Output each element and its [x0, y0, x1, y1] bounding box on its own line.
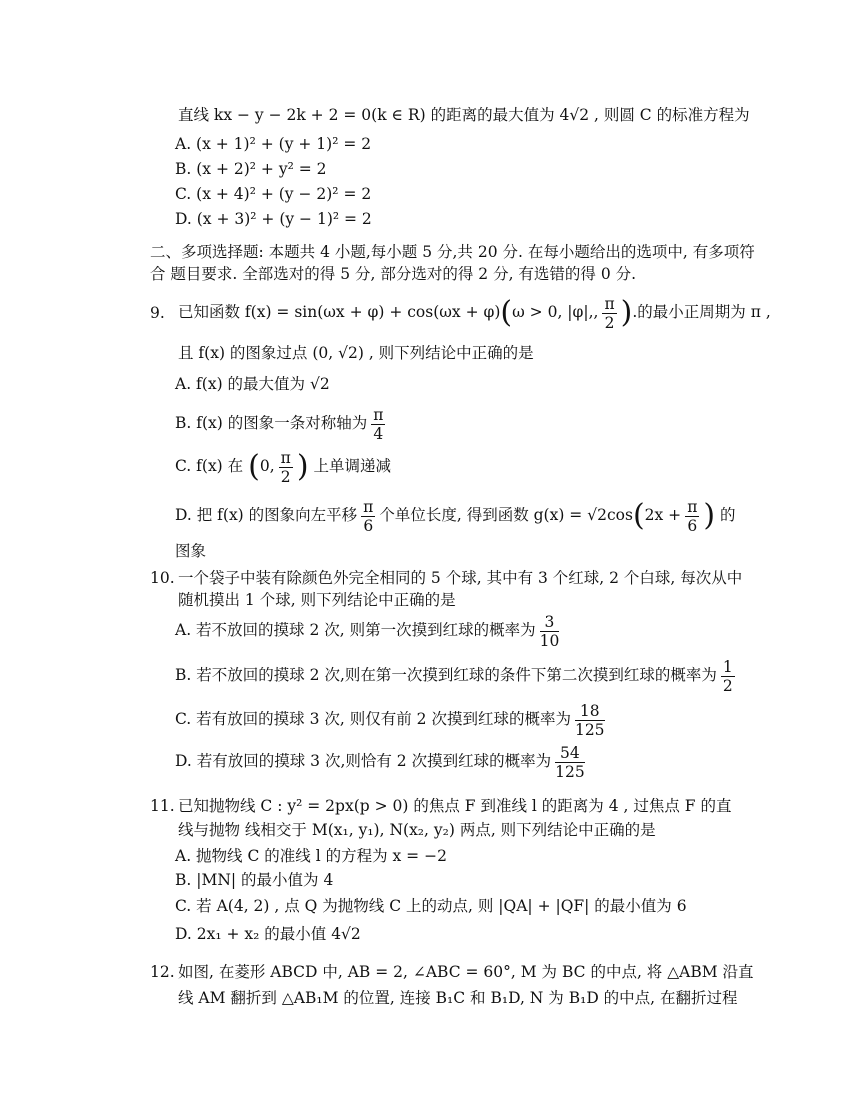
q10-c-fraction: $\frac{18}{125}$ [574, 701, 605, 739]
q9-stem-line1: 已知函数 f(x) = sin(ωx + φ) + cos(ωx + φ)(ω > 0, |φ|,, $\frac{\pi}{2}$ ).的最小正周期为 π , [178, 294, 771, 332]
q8-option-c: C. (x + 4)² + (y − 2)² = 2 [175, 185, 372, 203]
q9-function-def: 已知函数 f(x) = sin(ωx + φ) + cos(ωx + φ) [178, 303, 501, 321]
q11-option-a: A. 抛物线 C 的准线 l 的方程为 x = −2 [175, 847, 447, 865]
q10-option-d: D. 若有放回的摸球 3 次,则恰有 2 次摸到红球的概率为 $\frac{54}{125}$ [175, 743, 585, 781]
q11-option-d: D. 2x₁ + x₂ 的最小值 4√2 [175, 925, 361, 943]
q12-stem-line1: 如图, 在菱形 ABCD 中, AB = 2, ∠ABC = 60°, M 为 BC 的中点, 将 △ABM 沿直 [178, 963, 754, 981]
q11-stem-line2: 线与抛物 线相交于 M(x₁, y₁), N(x₂, y₂) 两点, 则下列结论中正确的是 [178, 821, 656, 839]
q9-option-d-line2: 图象 [175, 542, 207, 560]
q11-option-b: B. |MN| 的最小值为 4 [175, 871, 334, 889]
q10-d-fraction: $\frac{54}{125}$ [555, 743, 585, 781]
q9-stem-line2: 且 f(x) 的图象过点 (0, √2) , 则下列结论中正确的是 [178, 344, 534, 362]
section-2-heading-line2: 合 题目要求. 全部选对的得 5 分, 部分选对的得 2 分, 有选错的得 0 分. [150, 265, 637, 283]
q9-leq-symbol: ,, [588, 303, 599, 321]
q9-period-text: .的最小正周期为 π , [632, 303, 771, 321]
q9-c-pi-over-2-fraction: $\frac{\pi}{2}$ [280, 448, 291, 486]
q8-stem-continuation: 直线 kx − y − 2k + 2 = 0(k ∈ R) 的距离的最大值为 4√2 , 则圆 C 的标准方程为 [178, 106, 750, 124]
q11-option-c: C. 若 A(4, 2) , 点 Q 为抛物线 C 上的动点, 则 |QA| + |QF| 的最小值为 6 [175, 897, 687, 915]
q10-option-b: B. 若不放回的摸球 2 次,则在第一次摸到红球的条件下第二次摸到红球的概率为 $\frac{1}{2}$ [175, 657, 733, 695]
q9-number: 9. [150, 304, 165, 322]
q12-stem-line2: 线 AM 翻折到 △AB₁M 的位置, 连接 B₁C 和 B₁D, N 为 B₁D 的中点, 在翻折过程 [178, 989, 738, 1007]
q9-pi-over-4-fraction: $\frac{\pi}{4}$ [373, 405, 384, 443]
q10-option-a: A. 若不放回的摸球 2 次, 则第一次摸到红球的概率为 $\frac{3}{10}$ [175, 612, 560, 650]
q12-number: 12. [150, 963, 175, 981]
q9-option-d: D. 把 f(x) 的图象向左平移 $\frac{\pi}{6}$ 个单位长度, 得到函数 g(x) = √2cos(2x + $\frac{\pi}{6}$ ) 的 [175, 497, 736, 535]
q10-b-fraction: $\frac{1}{2}$ [722, 657, 733, 695]
section-2-heading-line1: 二、多项选择题: 本题共 4 小题,每小题 5 分,共 20 分. 在每小题给出的选项中, 有多项符 [150, 243, 755, 261]
q9-pi-over-6-fraction: $\frac{\pi}{6}$ [363, 497, 374, 535]
q11-stem-line1: 已知抛物线 C : y² = 2px(p > 0) 的焦点 F 到准线 l 的距离为 4 , 过焦点 F 的直 [178, 797, 732, 815]
q10-a-fraction: $\frac{3}{10}$ [539, 612, 560, 650]
q10-number: 10. [150, 569, 175, 587]
q8-option-b: B. (x + 2)² + y² = 2 [175, 160, 327, 178]
q9-option-a: A. f(x) 的最大值为 √2 [175, 375, 330, 393]
q9-option-b: B. f(x) 的图象一条对称轴为 $\frac{\pi}{4}$ [175, 405, 384, 443]
q9-pi-over-2-fraction: $\frac{\pi}{2}$ [604, 294, 615, 332]
q9-d-pi-over-6-fraction: $\frac{\pi}{6}$ [687, 497, 698, 535]
q8-option-a: A. (x + 1)² + (y + 1)² = 2 [175, 135, 372, 153]
q10-option-c: C. 若有放回的摸球 3 次, 则仅有前 2 次摸到红球的概率为 $\frac{18}{125}$ [175, 701, 605, 739]
q10-stem-line2: 随机摸出 1 个球, 则下列结论中正确的是 [178, 591, 456, 609]
q11-number: 11. [150, 797, 175, 815]
q9-option-c: C. f(x) 在 (0, $\frac{\pi}{2}$ ) 上单调递减 [175, 448, 391, 486]
q8-option-d: D. (x + 3)² + (y − 1)² = 2 [175, 210, 372, 228]
q10-stem-line1: 一个袋子中装有除颜色外完全相同的 5 个球, 其中有 3 个红球, 2 个白球, 每次从中 [178, 569, 743, 587]
q9-condition: ω > 0, |φ| [512, 303, 589, 321]
